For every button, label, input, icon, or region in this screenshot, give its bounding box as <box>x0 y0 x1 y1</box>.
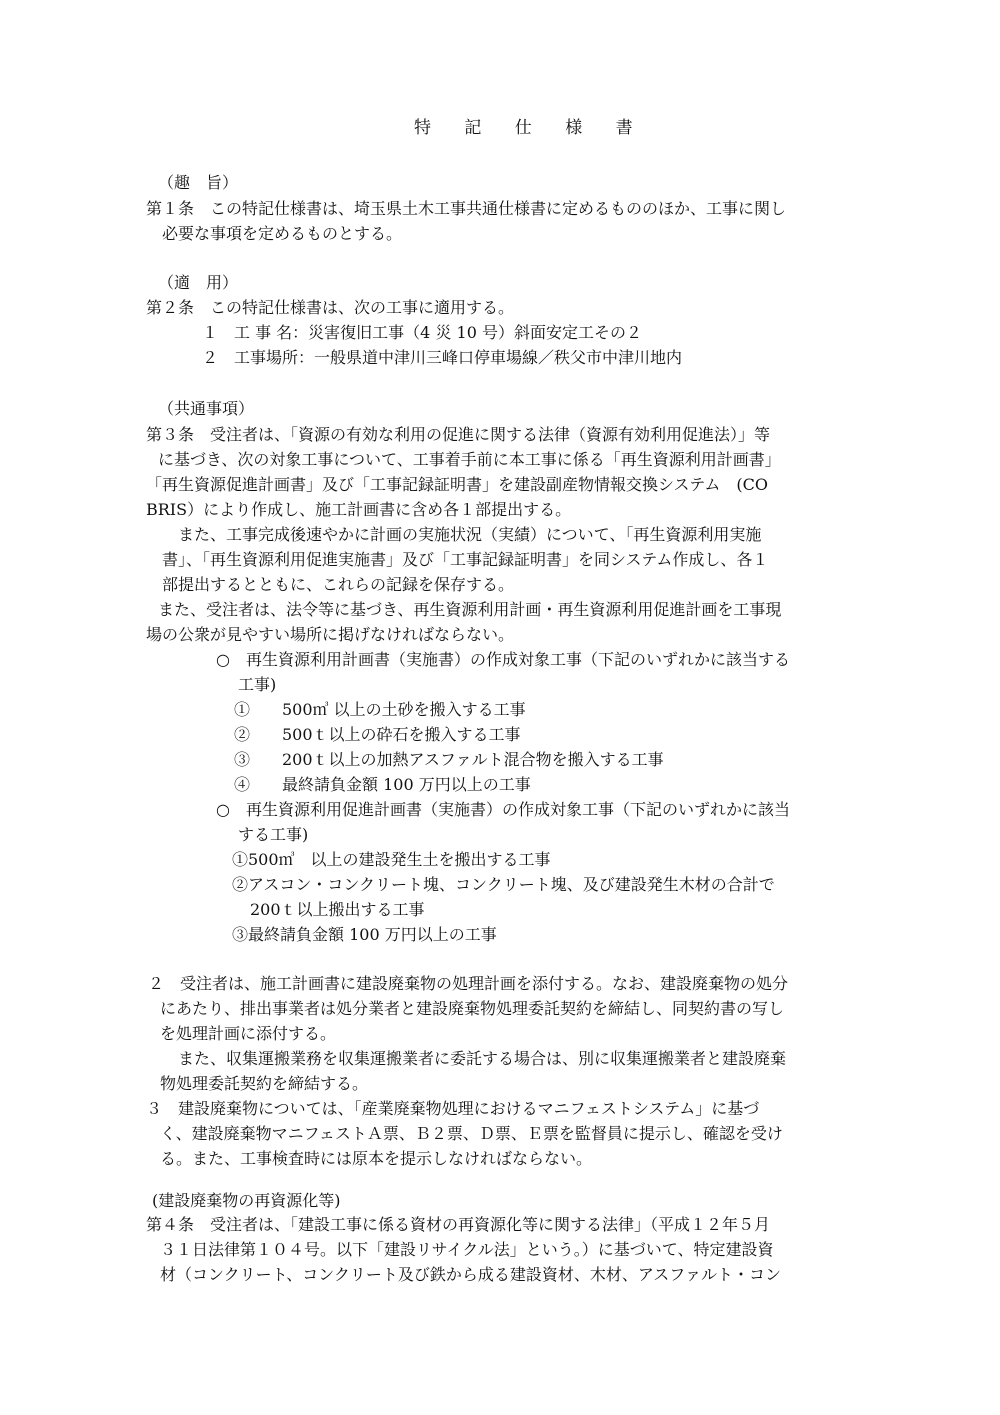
article-3-line: また、工事完成後速やかに計画の実施状況（実績）について、「再生資源利用実施 <box>178 525 762 544</box>
page-title: 特 記 仕 様 書 <box>414 118 647 138</box>
article-4-line: ３１日法律第１０４号。以下「建設リサイクル法」という。）に基づいて、特定建設資 <box>160 1240 774 1259</box>
section-heading-purpose: （趣 旨） <box>158 173 239 192</box>
article-3-line: 第３条 受注者は、「資源の有効な利用の促進に関する法律（資源有効利用促進法）」等 <box>146 425 771 444</box>
paragraph-line: 物処理委託契約を締結する。 <box>160 1074 369 1093</box>
list-heading: ○ 再生資源利用計画書（実施書）の作成対象工事（下記のいずれかに該当する <box>216 650 790 669</box>
list-item: ② 500ｔ以上の砕石を搬入する工事 <box>234 725 521 744</box>
list-item: ④ 最終請負金額 100 万円以上の工事 <box>234 775 531 794</box>
article-3-line: 書」、「再生資源利用促進実施書」及び「工事記録証明書」を同システム作成し、各１ <box>162 550 769 569</box>
article-1-line: 第１条 この特記仕様書は、埼玉県土木工事共通仕様書に定めるもののほか、工事に関し <box>146 199 787 218</box>
list-item: ①500㎥ 以上の建設発生土を搬出する工事 <box>232 850 551 869</box>
paragraph-line: る。また、工事検査時には原本を提示しなければならない。 <box>160 1149 593 1168</box>
list-item: ③ 200ｔ以上の加熱アスファルト混合物を搬入する工事 <box>234 750 664 769</box>
article-4-line: 材（コンクリート、コンクリート及び鉄から成る建設資材、木材、アスファルト・コン <box>160 1265 781 1284</box>
article-3-line: BRIS）により作成し、施工計画書に含め各１部提出する。 <box>146 500 572 519</box>
list-item: 200ｔ以上搬出する工事 <box>250 900 425 919</box>
project-location-item: ２ 工事場所：一般県道中津川三峰口停車場線／秩父市中津川地内 <box>202 348 683 367</box>
list-heading: ○ 再生資源利用促進計画書（実施書）の作成対象工事（下記のいずれかに該当 <box>216 800 790 819</box>
article-3-line: に基づき、次の対象工事について、工事着手前に本工事に係る「再生資源利用計画書」 <box>158 450 781 469</box>
list-heading: 工事) <box>238 675 277 694</box>
article-1-line: 必要な事項を定めるものとする。 <box>162 224 403 243</box>
paragraph-line: ３ 建設廃棄物については、「産業廃棄物処理におけるマニフェストシステム」に基づ <box>146 1099 760 1118</box>
paragraph-line: く、建設廃棄物マニフェストＡ票、Ｂ２票、Ｄ票、Ｅ票を監督員に提示し、確認を受け <box>160 1124 783 1143</box>
list-item: ③最終請負金額 100 万円以上の工事 <box>232 925 497 944</box>
section-heading-common: （共通事項） <box>158 399 255 418</box>
article-3-line: 部提出するとともに、これらの記録を保存する。 <box>162 575 515 594</box>
section-heading-application: （適 用） <box>158 273 239 292</box>
paragraph-line: ２ 受注者は、施工計画書に建設廃棄物の処理計画を添付する。なお、建設廃棄物の処分 <box>148 974 789 993</box>
article-2-line: 第２条 この特記仕様書は、次の工事に適用する。 <box>146 298 515 317</box>
paragraph-line: また、収集運搬業務を収集運搬業者に委託する場合は、別に収集運搬業者と建設廃棄 <box>178 1049 787 1068</box>
section-heading-recycling: (建設廃棄物の再資源化等) <box>152 1191 341 1210</box>
article-3-line: 場の公衆が見やすい場所に掲げなければならない。 <box>146 625 515 644</box>
list-item: ① 500㎥ 以上の土砂を搬入する工事 <box>234 700 526 719</box>
list-item: ②アスコン・コンクリート塊、コンクリート塊、及び建設発生木材の合計で <box>232 875 775 894</box>
article-3-line: また、受注者は、法令等に基づき、再生資源利用計画・再生資源利用促進計画を工事現 <box>158 600 782 619</box>
article-4-line: 第４条 受注者は、「建設工事に係る資材の再資源化等に関する法律」（平成１２年５月 <box>146 1215 771 1234</box>
paragraph-line: にあたり、排出事業者は処分業者と建設廃棄物処理委託契約を締結し、同契約書の写し <box>160 999 785 1018</box>
article-3-line: 「再生資源促進計画書」及び「工事記録証明書」を建設副産物情報交換システム (CO <box>146 475 769 494</box>
list-heading: する工事) <box>238 825 309 844</box>
project-name-item: １ 工 事 名：災害復旧工事（4 災 10 号）斜面安定工その２ <box>202 323 642 342</box>
paragraph-line: を処理計画に添付する。 <box>160 1024 337 1043</box>
